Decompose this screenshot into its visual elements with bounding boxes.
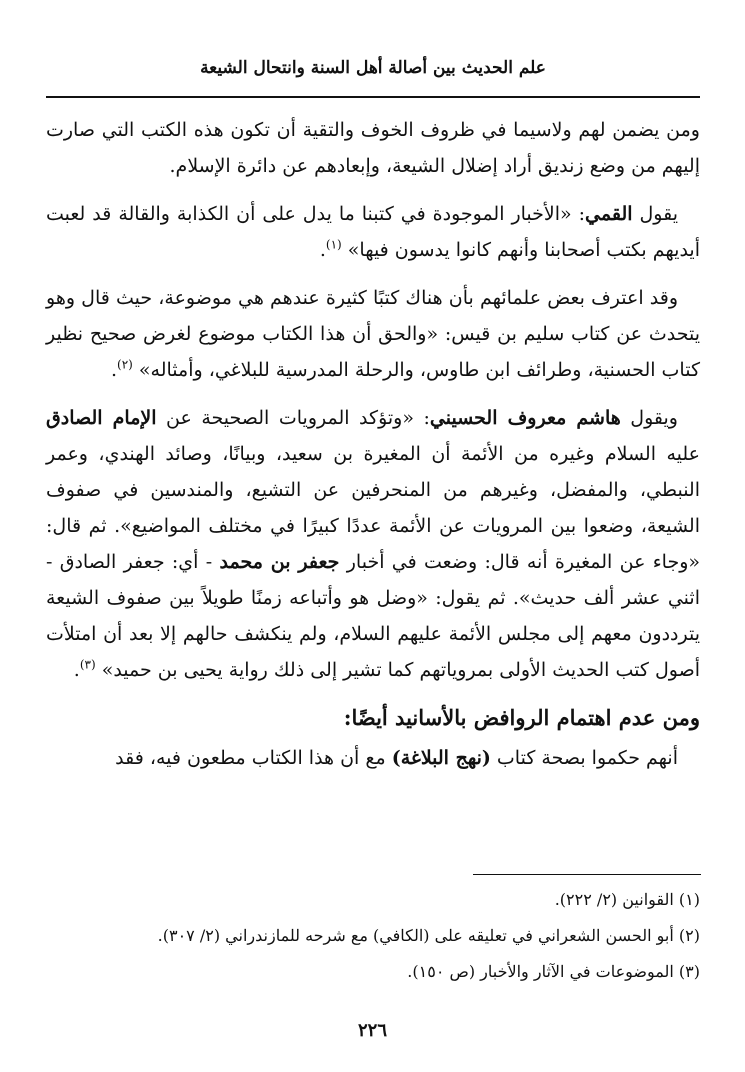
paragraph-2-intro: يقول xyxy=(632,203,679,225)
footnote-ref-3[interactable]: (٣) xyxy=(79,657,96,672)
paragraph-3: وقد اعترف بعض علمائهم بأن هناك كتبًا كثيرة عندهم هي موضوعة، حيث قال وهو يتحدث عن كتاب سليم بن قيس: «والحق أن هذا الكتاب موضوع لغرض صحيح نظير كتاب الحسنية، وطرائف ابن طاوس، والرحلة المدرسية للبلاغي، وأمثاله» $^{(٢)}$. xyxy=(46,287,700,381)
footnote-separator xyxy=(473,874,701,875)
author-name-hashim: هاشم معروف الحسيني xyxy=(429,407,621,429)
imam-name: الإمام الصادق xyxy=(46,407,157,429)
footnote-1: (١) القوانين (٢/ ٢٢٢). xyxy=(554,890,700,909)
jafar-name: جعفر بن محمد xyxy=(219,551,340,573)
paragraph-5 xyxy=(46,740,700,776)
paragraph-2-quote: : «الأخبار الموجودة في كتبنا ما يدل على أن الكذابة والقالة قد لعبت أيديهم بكتب أصحابنا وأنهم كانوا يدسون فيها» xyxy=(46,203,700,261)
main-text xyxy=(46,112,700,788)
footnote-3: (٣) الموضوعات في الآثار والأخبار (ص ١٥٠). xyxy=(407,962,700,981)
running-header: علم الحديث بين أصالة أهل السنة وانتحال الشيعة xyxy=(200,58,546,78)
paragraph-4-c: عليه السلام وغيره من الأئمة أن المغيرة بن سعيد، وبيانًا، وصائد الهندي، وعمر النبطي، والمفضل، وغيرهم من المنحرفين عن التشيع، والمندسين في صفوف الشيعة، وضعوا بين المرويات عن الأئمة عددًا كبيرًا في مختلف المواضيع». ثم قال: «وجاء عن المغيرة أنه قال: وضعت في أخبار xyxy=(46,443,700,573)
footnote-2: (٢) أبو الحسن الشعراني في تعليقه على (الكافي) مع شرحه للمازندراني (٢/ ٣٠٧). xyxy=(157,926,700,945)
paragraph-5-a: أنهم حكموا بصحة كتاب xyxy=(490,747,678,769)
footnote-ref-1[interactable]: (١) xyxy=(325,237,342,252)
header-rule xyxy=(46,96,700,98)
page-number: ٢٢٦ xyxy=(357,1020,387,1041)
section-heading: ومن عدم اهتمام الروافض بالأسانيد أيضًا: xyxy=(343,705,700,730)
paragraph-3-text: وقد اعترف بعض علمائهم بأن هناك كتبًا كثيرة عندهم هي موضوعة، حيث قال وهو يتحدث عن كتاب سليم بن قيس: «والحق أن هذا الكتاب موضوع لغرض صحيح نظير كتاب الحسنية، وطرائف ابن طاوس، والرحلة المدرسية للبلاغي، وأمثاله» xyxy=(46,287,700,381)
paragraph-4-d: - أي: جعفر الصادق - اثني عشر ألف حديث». ثم يقول: «وضل هو وأتباعه زمنًا طويلاً بين صفوف الشيعة يترددون معهم إلى مجلس الأئمة عليهم السلام، ولم ينكشف حالهم إلا بعد أن امتلأت أصول كتب الحديث الأولى بمروياتهم كما تشير إلى ذلك رواية يحيى بن حميد» xyxy=(46,551,700,681)
paragraph-4: ويقول هاشم معروف الحسيني: «وتؤكد المرويات الصحيحة عن الإمام الصادق عليه السلام وغيره من الأئمة أن المغيرة بن سعيد، وبيانًا، وصائد الهندي، وعمر النبطي، والمفضل، وغيرهم من المنحرفين عن التشيع، والمندسين في صفوف الشيعة، وضعوا بين المرويات عن الأئمة عددًا كبيرًا في مختلف المواضيع». ثم قال: «وجاء عن المغيرة أنه قال: وضعت في أخبار جعفر بن محمد - أي: جعفر الصادق - اثني عشر ألف حديث». ثم يقول: «وضل هو وأتباعه زمنًا طويلاً بين صفوف الشيعة يترددون معهم إلى مجلس الأئمة عليهم السلام، ولم ينكشف حالهم إلا بعد أن امتلأت أصول كتب الحديث الأولى بمروياتهم كما تشير إلى ذلك رواية يحيى بن حميد» $^{(٣)}$. xyxy=(46,407,700,681)
footnotes xyxy=(46,882,700,990)
book-title-nahj: (نهج البلاغة) xyxy=(391,747,491,769)
footnote-ref-2[interactable]: (٢) xyxy=(117,357,133,372)
paragraph-5-b: مع أن هذا الكتاب مطعون فيه، فقد xyxy=(115,747,392,769)
paragraph-4-a: ويقول xyxy=(620,407,678,429)
paragraph-2: يقول القمي: «الأخبار الموجودة في كتبنا ما يدل على أن الكذابة والقالة قد لعبت أيديهم بكتب أصحابنا وأنهم كانوا يدسون فيها» $^{(١)}$. xyxy=(46,203,700,261)
author-name-qummi: القمي xyxy=(585,203,633,225)
paragraph-4-b: : «وتؤكد المرويات الصحيحة عن xyxy=(156,407,430,429)
paragraph-1: ومن يضمن لهم ولاسيما في ظروف الخوف والتقية أن تكون هذه الكتب التي صارت إليهم من وضع زنديق أراد إضلال الشيعة، وإبعادهم عن دائرة الإسلام. xyxy=(46,119,700,177)
